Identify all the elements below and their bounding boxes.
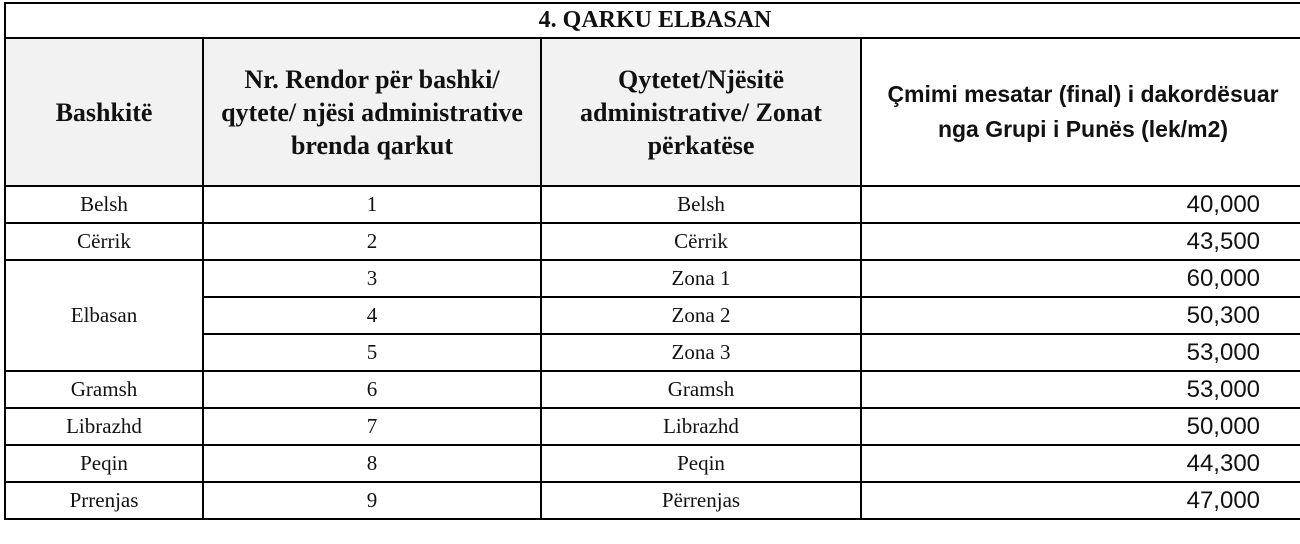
header-qytetet: Qytetet/Njësitë administrative/ Zonat përkatëse [541, 38, 861, 186]
cell-nr: 9 [203, 482, 541, 519]
cell-zona: Librazhd [541, 408, 861, 445]
cell-nr: 3 [203, 260, 541, 297]
cell-bashki: Prrenjas [5, 482, 203, 519]
cell-cmimi: 50,000 [861, 408, 1300, 445]
cell-cmimi: 53,000 [861, 334, 1300, 371]
cell-cmimi: 60,000 [861, 260, 1300, 297]
cell-zona: Cërrik [541, 223, 861, 260]
cell-nr: 4 [203, 297, 541, 334]
cell-zona: Përrenjas [541, 482, 861, 519]
cell-nr: 5 [203, 334, 541, 371]
table-row [5, 223, 1300, 260]
cell-nr: 1 [203, 186, 541, 223]
table-row [5, 371, 1300, 408]
cell-zona: Zona 2 [541, 297, 861, 334]
cell-bashki: Elbasan [5, 260, 203, 371]
cell-nr: 2 [203, 223, 541, 260]
cell-bashki: Cërrik [5, 223, 203, 260]
cell-bashki: Belsh [5, 186, 203, 223]
cell-zona: Zona 1 [541, 260, 861, 297]
cell-zona: Gramsh [541, 371, 861, 408]
qarku-table [4, 2, 1300, 520]
cell-zona: Zona 3 [541, 334, 861, 371]
cell-cmimi: 40,000 [861, 186, 1300, 223]
cell-nr: 8 [203, 445, 541, 482]
cell-bashki: Gramsh [5, 371, 203, 408]
table-row [5, 186, 1300, 223]
header-nr-rendor: Nr. Rendor për bashki/ qytete/ njësi administrative brenda qarkut [203, 38, 541, 186]
cell-cmimi: 47,000 [861, 482, 1300, 519]
cell-zona: Belsh [541, 186, 861, 223]
cell-nr: 7 [203, 408, 541, 445]
table-title: 4. QARKU ELBASAN [5, 3, 1300, 38]
cell-bashki: Librazhd [5, 408, 203, 445]
cell-cmimi: 50,300 [861, 297, 1300, 334]
table-row [5, 445, 1300, 482]
table-row [5, 482, 1300, 519]
cell-cmimi: 43,500 [861, 223, 1300, 260]
cell-nr: 6 [203, 371, 541, 408]
cell-cmimi: 44,300 [861, 445, 1300, 482]
table-row [5, 408, 1300, 445]
header-bashkite: Bashkitë [5, 38, 203, 186]
cell-bashki: Peqin [5, 445, 203, 482]
cell-zona: Peqin [541, 445, 861, 482]
cell-cmimi: 53,000 [861, 371, 1300, 408]
header-cmimi: Çmimi mesatar (final) i dakordësuar nga Grupi i Punës (lek/m2) [861, 38, 1300, 186]
table-row [5, 260, 1300, 297]
